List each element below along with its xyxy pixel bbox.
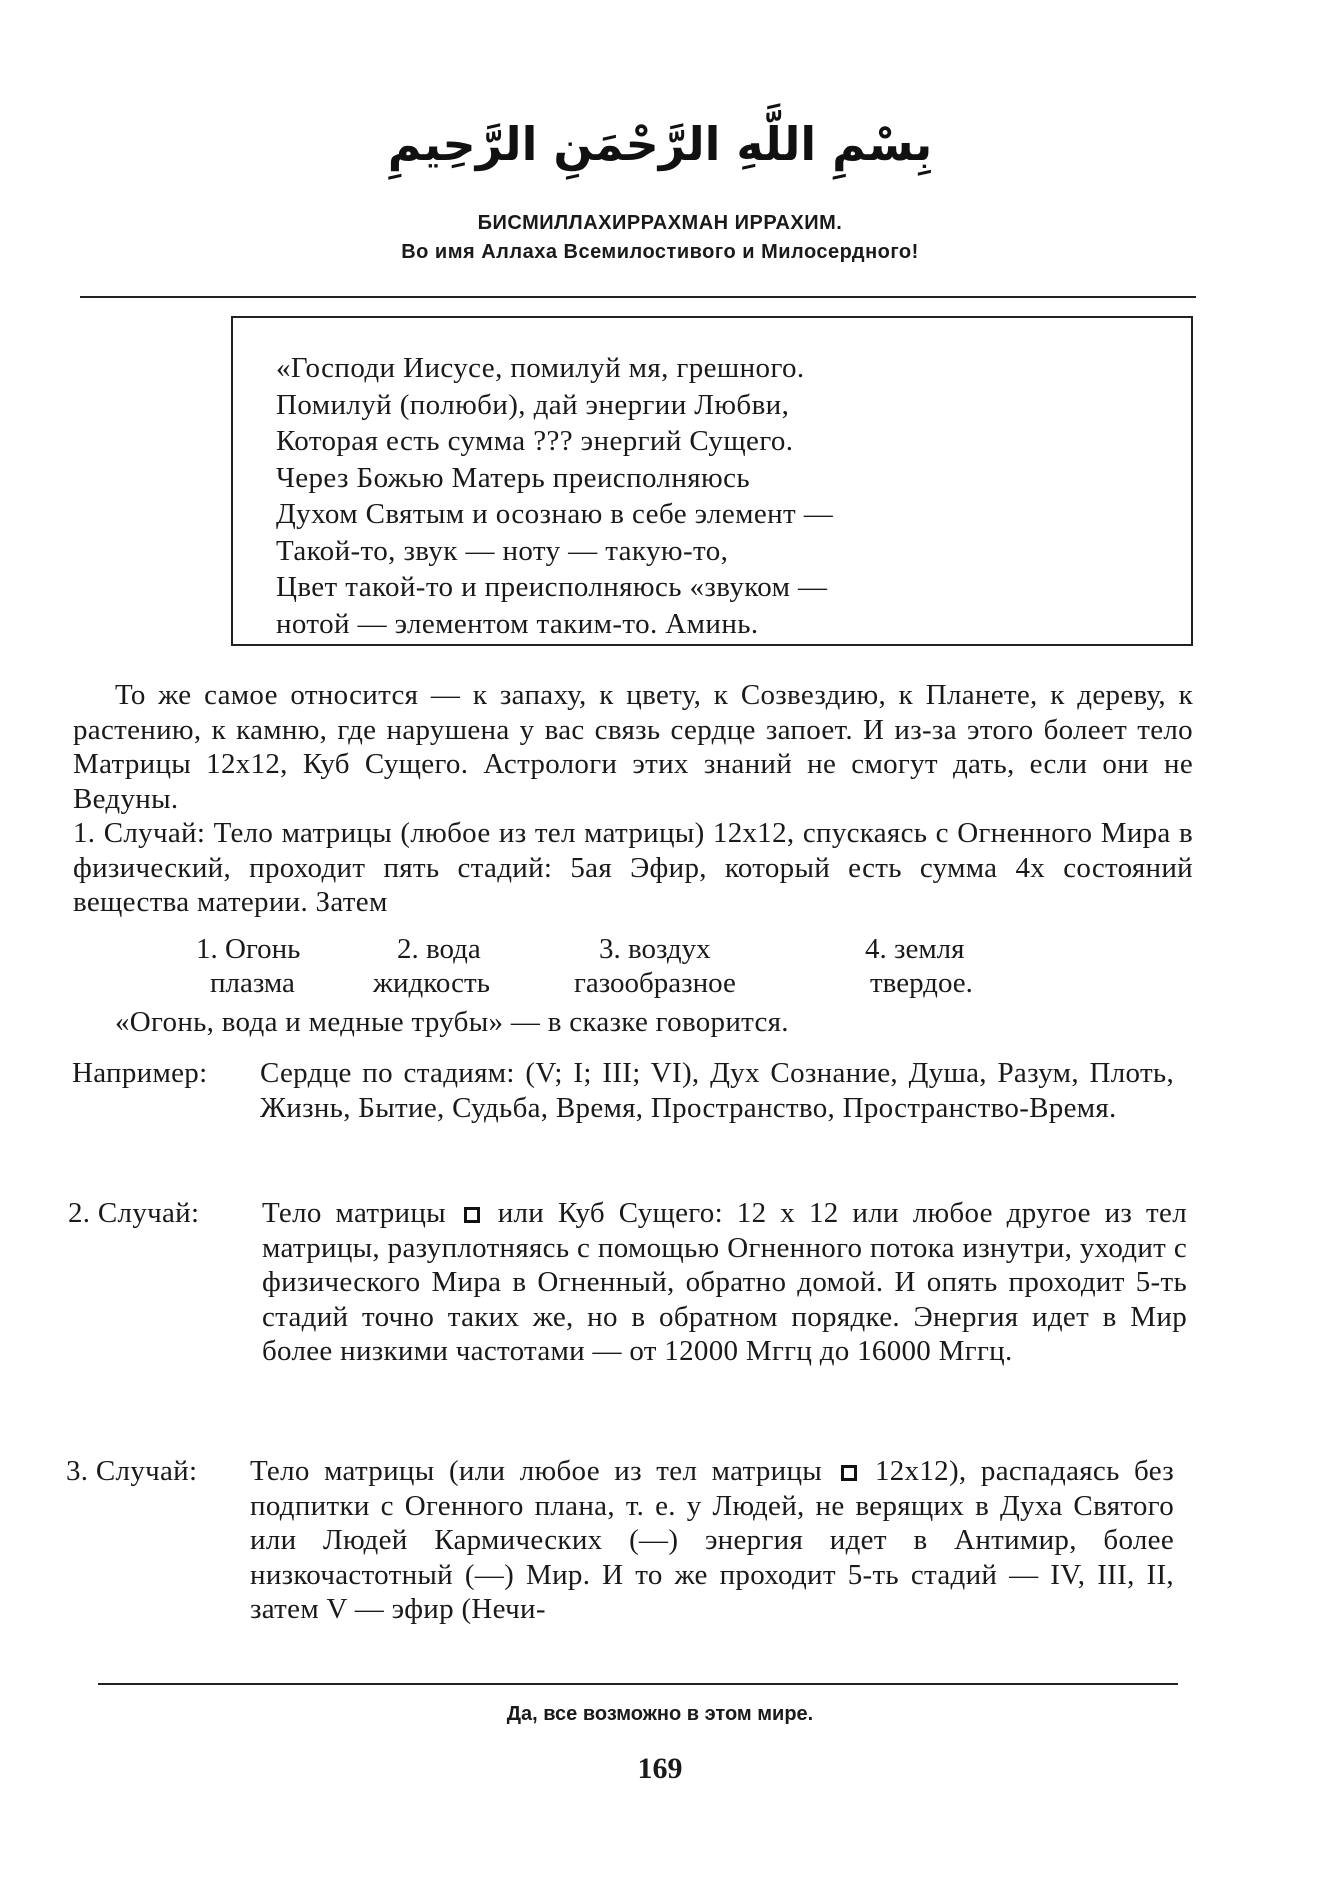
state-fire-phase: плазма: [210, 967, 295, 999]
square-icon: [841, 1465, 857, 1481]
prayer-line: Через Божью Матерь преисполняюсь: [276, 461, 750, 494]
prayer-line: нотой — элементом таким-то. Аминь.: [276, 607, 759, 640]
prayer-line: «Господи Иисусе, помилуй мя, грешного.: [276, 352, 805, 384]
state-fire: 1. Огонь: [196, 933, 301, 965]
case-2-body: [262, 1196, 1187, 1369]
case-3-body: [250, 1454, 1174, 1627]
footer-note: Да, все возможно в этом мире.: [506, 1703, 814, 1725]
case-3-label: 3. Случай:: [66, 1455, 198, 1487]
case-2-text-b: или Куб Сущего: 12 х 12 или любое другое из тел матрицы, разуплотняясь с помощью Огненного потока изнутри, уходит с физического Мира в Огненный, обратно домой. И опять проходит 5-ть стадий точно таких же, но в обратном порядке. Энергия идет в Мир более низкими частотами — от 12000 Мггц до 16000 Мггц.: [262, 1197, 1187, 1367]
prayer-line: Которая есть сумма ??? энергий Сущего.: [276, 425, 794, 457]
page-number: 169: [637, 1752, 683, 1785]
prayer-line: Цвет такой-то и преисполняюсь «звуком —: [276, 571, 828, 603]
case-1-text: 1. Случай: Тело матрицы (любое из тел матрицы) 12х12, спускаясь с Огненного Мира в физический, проходит пять стадий: 5ая Эфир, который есть сумма 4х состояний вещества материи. Затем: [73, 817, 1193, 918]
bottom-divider: [98, 1683, 1178, 1685]
state-air: 3. воздух: [599, 933, 711, 965]
body-paragraph: [73, 678, 1193, 920]
state-water: 2. вода: [397, 933, 481, 965]
basmala-text: بِسْمِ اللَّهِ الرَّحْمَنِ الرَّحِيمِ: [387, 117, 933, 171]
fairy-tale-quote: «Огонь, вода и медные трубы» — в сказке говорится.: [115, 1006, 789, 1038]
case-3-text-b: 12х12), распадаясь без подпитки с Огенного плана, т. е. у Людей, не верящих в Духа Святого или Людей Кармических (—) энергия идет в Антимир, более низкочастотный (—) Мир. И то же проходит 5-ть стадий — IV, III, II, затем V — эфир (Нечи-: [250, 1455, 1174, 1625]
state-earth-phase: твердое.: [870, 967, 973, 999]
prayer-line: Помилуй (полюби), дай энергии Любви,: [276, 388, 790, 421]
prayer-line: Такой-то, звук — ноту — такую-то,: [276, 534, 729, 567]
state-air-phase: газообразное: [574, 967, 736, 999]
example-text: Сердце по стадиям: (V; I; III; VI), Дух Сознание, Душа, Разум, Плоть, Жизнь, Бытие, Судьба, Время, Пространство, Пространство-Время.: [260, 1057, 1174, 1124]
page-title: БИСМИЛЛАХИРРАХМАН ИРРАХИМ.: [477, 212, 843, 234]
basmala-calligraphy: [387, 88, 933, 198]
top-divider: [80, 296, 1196, 298]
case-3-text-a: Тело матрицы (или любое из тел матрицы: [250, 1455, 823, 1487]
page-subtitle: Во имя Аллаха Всемилостивого и Милосердного!: [401, 241, 919, 263]
prayer-line: Духом Святым и осознаю в себе элемент —: [276, 498, 834, 530]
case-2-text-a: Тело матрицы: [262, 1197, 446, 1229]
example-label: Например:: [72, 1057, 208, 1089]
paragraph-1-text: То же самое относится — к запаху, к цвету, к Созвездию, к Планете, к дереву, к растению, к камню, где нарушена у вас связь сердце запоет. И из-за этого болеет тело Матрицы 12х12, Куб Сущего. Астрологи этих знаний не смогут дать, если они не Ведуны.: [73, 679, 1193, 815]
square-icon: [464, 1207, 480, 1223]
prayer-text: [276, 350, 1176, 642]
state-earth: 4. земля: [865, 933, 965, 965]
case-2-label: 2. Случай:: [68, 1197, 200, 1229]
state-water-phase: жидкость: [373, 967, 490, 999]
